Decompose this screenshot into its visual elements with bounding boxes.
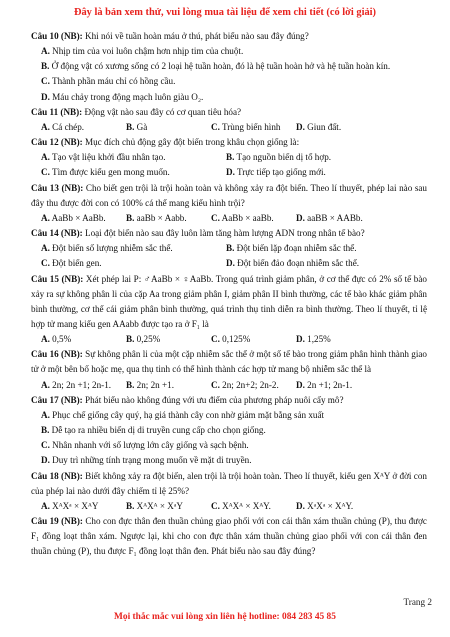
option-b: B. 0,25% bbox=[126, 334, 161, 345]
option-b: B. Ở động vật có xương sống có 2 loại hệ tuần hoàn, đó là hệ tuần hoàn hở và hệ tuần hoàn kín. bbox=[41, 61, 391, 72]
question-text: Cho biết gen trội là trội hoàn toàn và không xảy ra đột biến. Theo lí thuyết, phép lai nào sau đây thu được đời con có 100% cá thể mang kiểu hình trội? bbox=[31, 182, 427, 208]
question-label: Câu 17 (NB): bbox=[31, 394, 83, 405]
question-text: Cho con đực thân đen thuần chủng giao phối với con cái thân xám thuần chủng (P), thu được F₁ đồng loạt thân xám. Ngược lại, khi cho con đực thân xám thuần chủng giao phối với con cái thân đen thuần chủng (P), thu được F₁ đồng loạt thân đen. Phát biểu nào sau đây đúng? bbox=[31, 516, 427, 557]
option-c: C. 2n; 2n+2; 2n-2. bbox=[211, 379, 279, 390]
question-16 bbox=[31, 347, 427, 377]
option-d: D. 1,25% bbox=[296, 334, 331, 345]
question-label: Câu 11 (NB): bbox=[31, 106, 83, 117]
option-d: D. Đột biến đảo đoạn nhiễm sắc thể. bbox=[226, 258, 360, 269]
option-b: B. Gà bbox=[126, 121, 148, 132]
question-11 bbox=[31, 105, 427, 120]
option-a: A. Nhịp tim của voi luôn chậm hơn nhịp tim của chuột. bbox=[41, 46, 244, 57]
option-a: A. 2n; 2n +1; 2n-1. bbox=[41, 379, 112, 390]
option-d: D. XᵃXᵃ × XᴬY. bbox=[296, 500, 354, 511]
option-c: C. Trùng biến hình bbox=[211, 121, 281, 132]
option-c: C. Thành phần máu chỉ có hồng cầu. bbox=[41, 76, 176, 87]
options-row bbox=[31, 332, 427, 347]
option-b: B. Đột biến lặp đoạn nhiễm sắc thể. bbox=[226, 243, 357, 254]
options-row bbox=[31, 150, 427, 165]
question-list bbox=[31, 29, 427, 559]
question-text: Khi nói về tuần hoàn máu ở thú, phát biểu nào sau đây đúng? bbox=[82, 31, 309, 41]
option-a: A. AaBb × AaBb. bbox=[41, 212, 106, 223]
option-b: B. 2n; 2n +1. bbox=[126, 379, 174, 390]
option-c: C. AaBb × aaBb. bbox=[211, 212, 274, 223]
option-d: D. Máu chảy trong động mạch luôn giàu O₂. bbox=[41, 91, 204, 102]
option-a: A. Phục chế giống cây quý, hạ giá thành cây con nhờ giảm mặt bằng sản xuất bbox=[41, 409, 325, 420]
question-label: Câu 10 (NB): bbox=[31, 31, 83, 41]
question-text: Sự không phân li của một cặp nhiễm sắc thể ở một số tế bào trong giảm phân hình thành giao tử ở một bên bố hoặc mẹ, qua thụ tinh có thể hình thành các hợp tử mang bộ nhiễm sắc thể là bbox=[31, 349, 427, 375]
option-d: D. Giun đất. bbox=[296, 121, 342, 132]
hotline-footer: Mọi thắc mắc vui lòng xin liên hệ hotline: 084 283 45 85 bbox=[114, 612, 336, 622]
option-b: B. aaBb × Aabb. bbox=[126, 212, 187, 223]
question-text: Xét phép lai P: ♂AaBb × ♀AaBb. Trong quá trình giảm phân, ở cơ thể đực có 2% số tế bào xảy ra sự không phân li của cặp Aa trong giảm phân I, giảm phân II bình thường, các tế bào khác giảm phân bình thường, cơ thể cái giảm phân bình thường, quá trình thụ tinh diễn ra bình thường. Theo lí thuyết, tỉ lệ hợp tử mang kiểu gen AAabb được tạo ra ở F₁ là bbox=[31, 273, 427, 329]
question-text: Mục đích chủ động gây đột biến trong khâu chọn giống là: bbox=[82, 137, 300, 148]
option-d: D. aaBB × AABb. bbox=[296, 212, 363, 223]
option-b: B. Dễ tạo ra nhiều biến dị di truyền cung cấp cho chọn giống. bbox=[41, 425, 266, 436]
question-17 bbox=[31, 393, 427, 408]
option-d: D. Duy trì những tính trạng mong muốn về mặt di truyền. bbox=[41, 455, 252, 466]
question-10 bbox=[31, 29, 427, 44]
question-text: Biết không xảy ra đột biến, alen trội là trội hoàn toàn. Theo lí thuyết, kiểu gen XᴬY ở đời con của phép lai nào dưới đây chiếm tỉ lệ 25%? bbox=[31, 470, 427, 496]
options-row bbox=[31, 256, 427, 271]
question-label: Câu 16 (NB): bbox=[31, 349, 83, 360]
option-b: B. Tạo nguồn biến dị tổ hợp. bbox=[226, 152, 332, 163]
options-row bbox=[31, 165, 427, 180]
option-c: C. XᴬXᴬ × XᴬY. bbox=[211, 500, 271, 511]
options-row bbox=[31, 211, 427, 226]
question-text: Loại đột biến nào sau đây luôn làm tăng hàm lượng ADN trong nhân tế bào? bbox=[82, 228, 365, 239]
options-row bbox=[31, 120, 427, 135]
question-label: Câu 15 (NB): bbox=[31, 273, 84, 284]
option-a: A. 0,5% bbox=[41, 334, 72, 345]
question-label: Câu 18 (NB): bbox=[31, 470, 83, 481]
preview-banner: Đây là bản xem thử, vui lòng mua tài liệu để xem chi tiết (có lời giải) bbox=[73, 7, 377, 18]
question-14 bbox=[31, 226, 427, 241]
option-a: A. Tạo vật liệu khởi đầu nhân tạo. bbox=[41, 152, 166, 163]
option-a: A. XᴬXᵃ × XᴬY bbox=[41, 500, 99, 511]
question-text: Động vật nào sau đây có cơ quan tiêu hóa? bbox=[82, 106, 242, 117]
options-row bbox=[31, 241, 427, 256]
question-label: Câu 13 (NB): bbox=[31, 182, 84, 193]
options-row bbox=[31, 378, 427, 393]
options-row bbox=[31, 499, 427, 514]
question-text: Phát biểu nào không đúng với ưu điểm của phương pháp nuôi cấy mô? bbox=[82, 394, 344, 405]
option-d: D. 2n +1; 2n-1. bbox=[296, 379, 353, 390]
page-number: Trang 2 bbox=[403, 597, 432, 607]
question-13 bbox=[31, 181, 427, 211]
option-c: C. Đột biến gen. bbox=[41, 258, 102, 269]
option-d: D. Trực tiếp tạo giống mới. bbox=[226, 167, 326, 178]
option-b: B. XᴬXᴬ × XᵃY bbox=[126, 500, 183, 511]
question-label: Câu 19 (NB): bbox=[31, 516, 83, 526]
option-c: C. Tìm được kiểu gen mong muốn. bbox=[41, 167, 170, 178]
option-a: A. Cá chép. bbox=[41, 121, 85, 132]
option-c: C. 0,125% bbox=[211, 334, 251, 345]
question-12 bbox=[31, 135, 427, 150]
question-18 bbox=[31, 469, 427, 499]
question-label: Câu 12 (NB): bbox=[31, 137, 83, 148]
option-c: C. Nhân nhanh với số lượng lớn cây giống và sạch bệnh. bbox=[41, 440, 249, 451]
question-15 bbox=[31, 272, 427, 333]
question-label: Câu 14 (NB): bbox=[31, 228, 83, 239]
option-a: A. Đột biến số lượng nhiễm sắc thể. bbox=[41, 243, 173, 254]
question-19 bbox=[31, 514, 427, 559]
